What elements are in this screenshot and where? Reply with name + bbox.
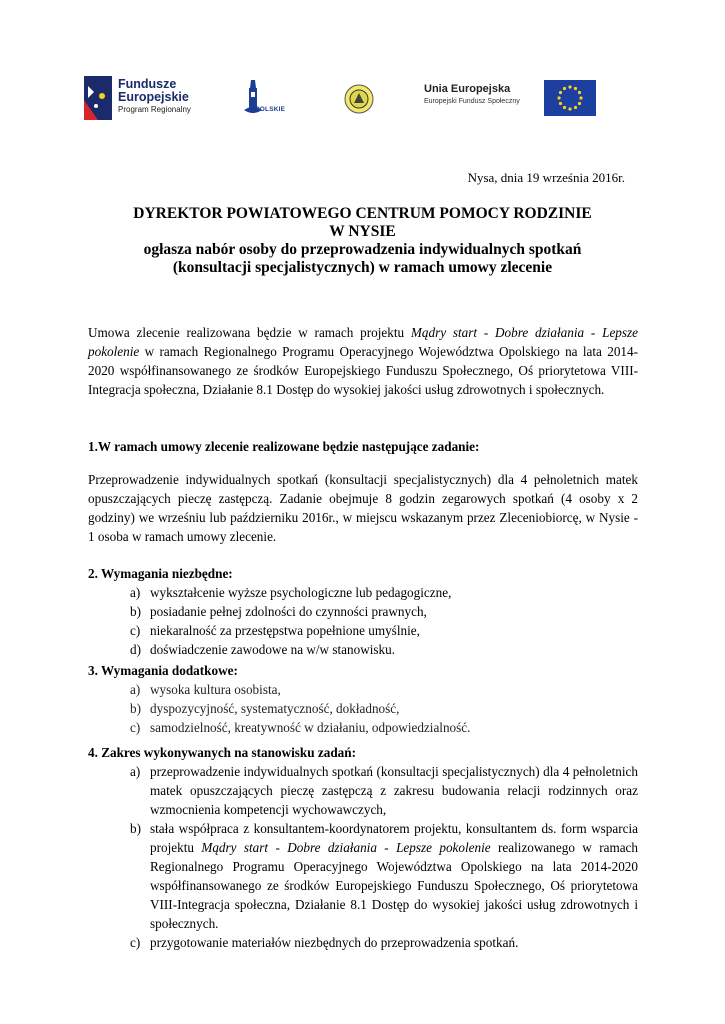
opolskie-label: OPOLSKIE: [250, 106, 286, 113]
section3-heading: 3. Wymagania dodatkowe:: [88, 663, 238, 678]
fe-subtitle: Program Regionalny: [118, 105, 191, 114]
list-item: a) wykształcenie wyższe psychologiczne lub pedagogiczne,: [130, 585, 452, 600]
section3-list: [88, 680, 638, 737]
ue-title: Unia Europejska: [424, 83, 511, 95]
section2-heading: 2. Wymagania niezbędne:: [88, 566, 233, 581]
ue-subtitle: Europejski Fundusz Społeczny: [424, 98, 520, 105]
unia-europejska-logo: [424, 80, 604, 120]
fe-title-line2: Europejskie: [118, 90, 189, 104]
document-date: Nysa, dnia 19 września 2016r.: [467, 170, 625, 185]
logo-bar: [0, 70, 725, 130]
list-item: b) dyspozycyjność, systematyczność, dokładność,: [130, 701, 400, 716]
title-line1: DYREKTOR POWIATOWEGO CENTRUM POMOCY RODZINIE: [133, 205, 592, 222]
section1-text: Przeprowadzenie indywidualnych spotkań (konsultacji specjalistycznych) dla 4 pełnoletnich matek opuszczających pieczę zastępczą. Zadanie obejmuje 8 godzin zegarowych spotkań (4 osoby x 2 godziny) we wrześniu lub październiku 2016r., w miejscu wskazanym przez Zleceniobiorcę, w Nysie - 1 osoba w ramach umowy zlecenie.: [88, 472, 638, 544]
section2: [88, 564, 638, 659]
fe-title-line1: Fundusze: [118, 77, 177, 91]
list-item: b) stała współpraca z konsultantem-koordynatorem projektu, konsultantem ds. form wsparcia projektu Mądry start - Dobre działania - Lepsze pokolenie realizowanego w ramach Regionalnego Programu Operacyjnego Województwa Opolskiego na lata 2014-2020 współfinansowanego ze środków Europejskiego Funduszu Społecznego, Oś priorytetowa VIII-Integracja społeczna, Działanie 8.1 Dostęp do wysokiej jakości usług zdrowotnych i społecznych.: [130, 821, 639, 931]
list-item: b) posiadanie pełnej zdolności do czynności prawnych,: [130, 604, 427, 619]
intro-paragraph: Umowa zlecenie realizowana będzie w ramach projektu Mądry start - Dobre działania - Lepsze pokolenie w ramach Regionalnego Programu Operacyjnego Województwa Opolskiego na lata 2014-2020 współfinansowanego ze środków Europejskiego Funduszu Społecznego, Oś priorytetowa VIII-Integracja społeczna, Działanie 8.1 Dostęp do wysokiej jakości usług zdrowotnych i społecznych.: [88, 325, 639, 397]
section4-heading: 4. Zakres wykonywanych na stanowisku zadań:: [88, 745, 356, 760]
project-name: Mądry start - Dobre działania - Lepsze pokolenie: [88, 325, 639, 359]
list-item: c) przygotowanie materiałów niezbędnych do przeprowadzenia spotkań.: [130, 935, 519, 950]
title-line2: W NYSIE: [329, 223, 396, 240]
section4-list: [88, 762, 638, 952]
list-item: a) przeprowadzenie indywidualnych spotkań (konsultacji specjalistycznych) dla 4 pełnoletnich matek opuszczających pieczę zastępczą z zakresu budowania relacji rodzinnych oraz wzmocnienia kompetencji wychowawczych,: [130, 764, 638, 817]
nysa-coat-of-arms-icon: [344, 84, 374, 114]
section2-list: [88, 583, 638, 659]
list-item: c) niekaralność za przestępstwa popełnione umyślnie,: [130, 623, 420, 638]
list-item: a) wysoka kultura osobista,: [130, 682, 281, 697]
fundusze-europejskie-logo: [84, 74, 234, 126]
list-item: c) samodzielność, kreatywność w działaniu, odpowiedzialność.: [130, 720, 471, 735]
title-line3: ogłasza nabór osoby do przeprowadzenia indywidualnych spotkań: [143, 241, 582, 258]
opolskie-logo: [236, 80, 296, 124]
section1-heading: 1.W ramach umowy zlecenie realizowane będzie następujące zadanie:: [88, 439, 480, 454]
section3: [88, 661, 638, 737]
document-title: [60, 205, 665, 277]
eu-flag-icon: [544, 80, 596, 116]
project-name: Mądry start - Dobre działania - Lepsze pokolenie: [201, 840, 491, 855]
title-line4: (konsultacji specjalistycznych) w ramach umowy zlecenie: [172, 259, 553, 276]
fe-flag-icon: [84, 76, 112, 120]
section4: [88, 743, 638, 952]
list-item: d) doświadczenie zawodowe na w/w stanowisku.: [130, 642, 395, 657]
